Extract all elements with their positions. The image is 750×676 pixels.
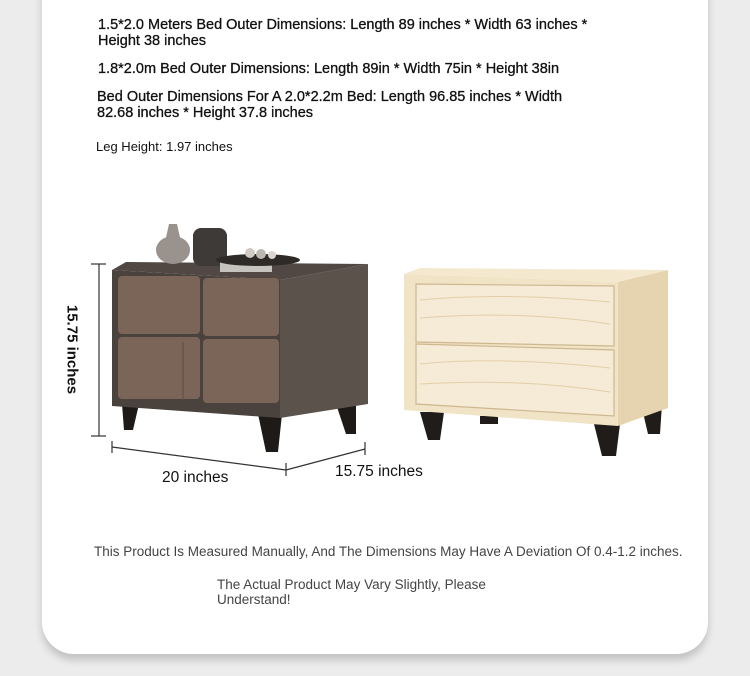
- measurement-note: This Product Is Measured Manually, And The Dimensions May Have A Deviation Of 0.4-1.2 inches.: [94, 544, 683, 559]
- spec-line-2: 1.8*2.0m Bed Outer Dimensions: Length 89in * Width 75in * Height 38in: [98, 61, 560, 77]
- spec-line-3: Bed Outer Dimensions For A 2.0*2.2m Bed: Length 96.85 inches * Width 82.68 inches * Height 37.8 inches: [97, 89, 563, 121]
- height-dimension-label: 15.75 inches: [63, 304, 81, 395]
- width-dimension-label: 20 inches: [162, 469, 229, 486]
- leg-height-text: Leg Height: 1.97 inches: [96, 139, 233, 154]
- height-dimension-line: [91, 264, 106, 436]
- leather-nightstand: [112, 224, 368, 452]
- spec-line-1: 1.5*2.0 Meters Bed Outer Dimensions: Length 89 inches * Width 63 inches * Height 38 inches: [98, 17, 588, 49]
- width-depth-dimension-lines: [112, 441, 365, 476]
- wooden-nightstand: [404, 268, 668, 456]
- depth-dimension-label: 15.75 inches: [335, 463, 423, 480]
- variation-note: The Actual Product May Vary Slightly, Please Understand!: [217, 577, 486, 607]
